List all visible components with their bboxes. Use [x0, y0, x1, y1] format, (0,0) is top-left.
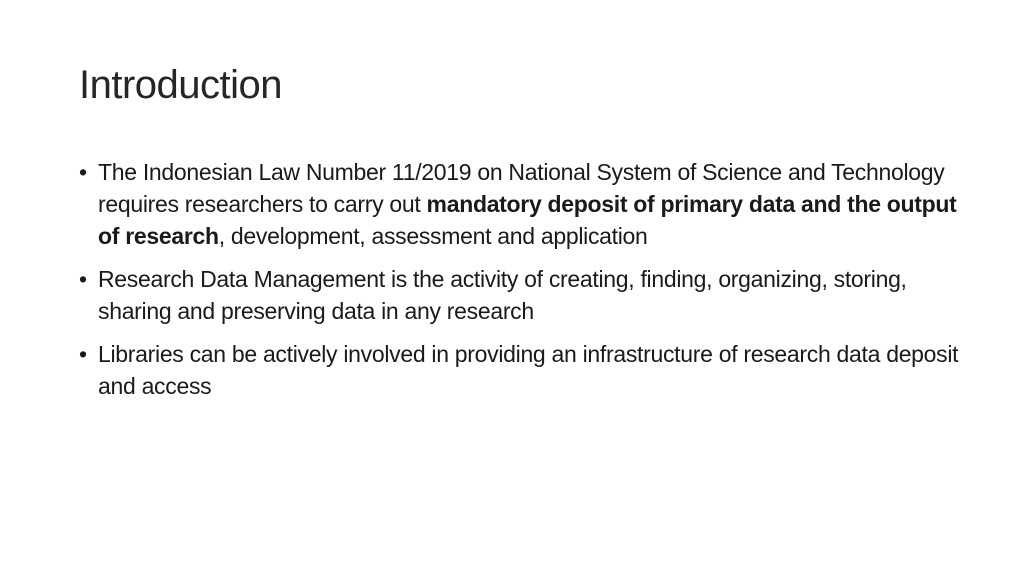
bullet-list	[79, 156, 959, 413]
bullet-icon: •	[79, 341, 87, 367]
bullet-text-continued: , development, assessment and application	[218, 223, 648, 249]
bullet-item-indonesian-law	[79, 156, 959, 252]
bullet-text: Research Data Management is the activity of creating, finding, organizing, storing, sharing and preserving data in any research	[98, 266, 907, 324]
bullet-item-libraries	[79, 338, 959, 402]
slide-title: Introduction	[79, 63, 283, 107]
bullet-item-research-data-management	[79, 263, 959, 327]
bullet-text: The Indonesian Law Number 11/2019 on National System of Science and Technology requires researchers to carry out	[98, 159, 945, 217]
bullet-emphasis: mandatory deposit of primary data and the output of research	[98, 191, 957, 249]
bullet-icon: •	[79, 266, 87, 292]
bullet-text: Libraries can be actively involved in providing an infrastructure of research data deposit and access	[98, 341, 959, 399]
bullet-icon: •	[79, 159, 87, 185]
